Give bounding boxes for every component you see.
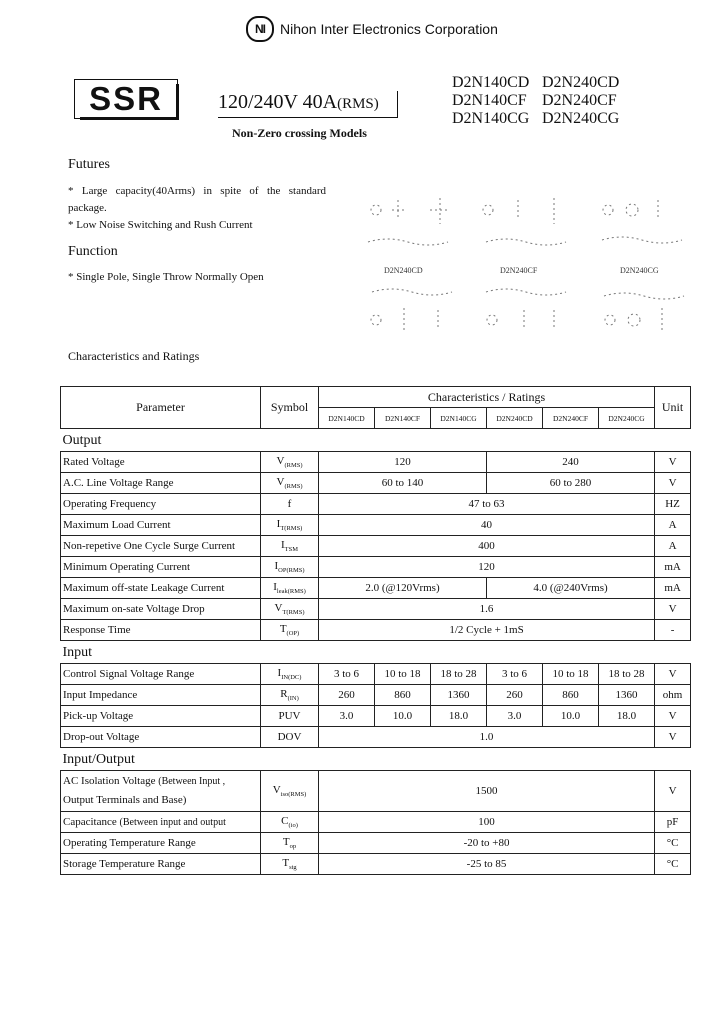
table-row (61, 620, 691, 641)
symbol-cell: $I_{TSM}$ (261, 536, 319, 557)
value-cell: 18.0 (599, 706, 655, 727)
header-model: D2N240CD (487, 408, 543, 429)
table-row (61, 578, 691, 599)
characteristics-title: Characteristics and Ratings (68, 349, 200, 363)
value-cell: 1360 (431, 685, 487, 706)
table-row (61, 685, 691, 706)
model-name: D2N240CF (542, 92, 617, 109)
unit-cell: - (655, 620, 691, 641)
param-cell: Input Impedance (61, 685, 261, 706)
value-cell: 3.0 (319, 706, 375, 727)
table-row (61, 833, 691, 854)
value-cell: 1.0 (319, 727, 655, 748)
section-title: Input (61, 641, 691, 664)
table-row (61, 473, 691, 494)
header-model: D2N240CF (543, 408, 599, 429)
value-cell: 10.0 (375, 706, 431, 727)
model-name: D2N140CD (452, 74, 530, 91)
symbol-cell: $C_{(io)}$ (261, 812, 319, 833)
value-cell: 2.0 (@120Vrms) (319, 578, 487, 599)
function-title: Function (68, 244, 118, 259)
value-cell: 1360 (599, 685, 655, 706)
header-model: D2N240CG (599, 408, 655, 429)
value-cell: 860 (375, 685, 431, 706)
value-cell: 1500 (319, 771, 655, 812)
diagram-label: D2N240CF (500, 266, 538, 275)
symbol-cell: $V_{(RMS)}$ (261, 452, 319, 473)
symbol-cell: $R_{(IN)}$ (261, 685, 319, 706)
unit-cell: °C (655, 833, 691, 854)
symbol-cell: $I_{IN(DC)}$ (261, 664, 319, 685)
param-cell: Non-repetive One Cycle Surge Current (61, 536, 261, 557)
value-cell: 4.0 (@240Vrms) (487, 578, 655, 599)
value-cell: 1.6 (319, 599, 655, 620)
param-cell: Operating Temperature Range (61, 833, 261, 854)
value-cell: 10 to 18 (375, 664, 431, 685)
rating-divider (397, 91, 398, 117)
section-input (61, 641, 691, 664)
unit-cell: V (655, 771, 691, 812)
param-cell: Maximum Load Current (61, 515, 261, 536)
value-cell: 240 (487, 452, 655, 473)
param-cell: A.C. Line Voltage Range (61, 473, 261, 494)
value-cell: 10.0 (543, 706, 599, 727)
unit-cell: V (655, 727, 691, 748)
table-row (61, 494, 691, 515)
value-cell: -20 to +80 (319, 833, 655, 854)
value-cell: 3 to 6 (487, 664, 543, 685)
value-cell: 260 (487, 685, 543, 706)
rating (218, 91, 379, 114)
param-cell: Pick-up Voltage (61, 706, 261, 727)
table-row (61, 664, 691, 685)
value-cell: 60 to 140 (319, 473, 487, 494)
value-cell: 260 (319, 685, 375, 706)
diagram-label: D2N240CG (620, 266, 659, 275)
value-cell: 3.0 (487, 706, 543, 727)
unit-cell: V (655, 473, 691, 494)
table-row (61, 812, 691, 833)
circuit-diagrams (358, 192, 688, 342)
value-cell: -25 to 85 (319, 854, 655, 875)
model-name: D2N240CD (542, 74, 620, 91)
unit-cell: V (655, 452, 691, 473)
ssr-box-shadow (80, 117, 178, 120)
section-title: Input/Output (61, 748, 691, 771)
value-cell: 1/2 Cycle + 1mS (319, 620, 655, 641)
header-symbol: Symbol (261, 387, 319, 429)
subtitle: Non-Zero crossing Models (232, 126, 367, 140)
value-cell: 120 (319, 557, 655, 578)
model-list (452, 74, 620, 128)
param-cell: Operating Frequency (61, 494, 261, 515)
unit-cell: A (655, 536, 691, 557)
unit-cell: A (655, 515, 691, 536)
section-output (61, 429, 691, 452)
value-cell: 60 to 280 (487, 473, 655, 494)
value-cell: 860 (543, 685, 599, 706)
diagram-label: D2N240CD (384, 266, 423, 275)
param-cell: Drop-out Voltage (61, 727, 261, 748)
table-row (61, 706, 691, 727)
model-name: D2N140CG (452, 110, 530, 127)
ssr-label-box (74, 79, 178, 119)
value-cell: 10 to 18 (543, 664, 599, 685)
table-row (61, 727, 691, 748)
section-title: Output (61, 429, 691, 452)
value-cell: 400 (319, 536, 655, 557)
symbol-cell: $V_{T(RMS)}$ (261, 599, 319, 620)
table-header-row (61, 387, 691, 408)
header-model: D2N140CF (375, 408, 431, 429)
value-cell: 40 (319, 515, 655, 536)
value-cell: 120 (319, 452, 487, 473)
value-cell: 100 (319, 812, 655, 833)
unit-cell: V (655, 706, 691, 727)
company-logo: NI (246, 16, 274, 42)
symbol-cell: PUV (261, 706, 319, 727)
header-model: D2N140CG (431, 408, 487, 429)
rating-unit: (RMS) (337, 96, 379, 112)
table-row (61, 557, 691, 578)
header-model: D2N140CD (319, 408, 375, 429)
table-row (61, 771, 691, 812)
header-unit: Unit (655, 387, 691, 429)
symbol-cell: $T_{stg}$ (261, 854, 319, 875)
value-cell: 47 to 63 (319, 494, 655, 515)
features-title: Futures (68, 157, 110, 172)
symbol-cell: $T_{op}$ (261, 833, 319, 854)
symbol-cell: $I_{leak(RMS)}$ (261, 578, 319, 599)
model-name: D2N140CF (452, 92, 527, 109)
symbol-cell: $T_{(OP)}$ (261, 620, 319, 641)
section-io (61, 748, 691, 771)
unit-cell: ohm (655, 685, 691, 706)
param-cell: Response Time (61, 620, 261, 641)
param-cell: Storage Temperature Range (61, 854, 261, 875)
symbol-cell: DOV (261, 727, 319, 748)
param-cell: Rated Voltage (61, 452, 261, 473)
symbol-cell: $I_{T(RMS)}$ (261, 515, 319, 536)
unit-cell: pF (655, 812, 691, 833)
header-parameter: Parameter (61, 387, 261, 429)
features-list (68, 183, 326, 234)
rating-underline (218, 117, 398, 118)
ssr-label: SSR (89, 80, 163, 117)
symbol-cell: $V_{(RMS)}$ (261, 473, 319, 494)
value-cell: 18 to 28 (431, 664, 487, 685)
ssr-box-shadow-side (176, 84, 179, 120)
param-cell: Maximum off-state Leakage Current (61, 578, 261, 599)
unit-cell: V (655, 664, 691, 685)
param-cell: AC Isolation Voltage (Between Input , Output Terminals and Base) (61, 771, 261, 812)
spec-table (60, 386, 691, 875)
unit-cell: HZ (655, 494, 691, 515)
company-name: Nihon Inter Electronics Corporation (280, 21, 498, 37)
table-row (61, 452, 691, 473)
symbol-cell: $V_{iso(RMS)}$ (261, 771, 319, 812)
model-name: D2N240CG (542, 110, 620, 127)
header-ratings: Characteristics / Ratings (319, 387, 655, 408)
function-list (68, 269, 264, 286)
feature-item: * Large capacity(40Arms) in spite of the standard package. (68, 185, 326, 214)
param-cell: Minimum Operating Current (61, 557, 261, 578)
value-cell: 18.0 (431, 706, 487, 727)
table-row (61, 515, 691, 536)
table-row (61, 854, 691, 875)
unit-cell: V (655, 599, 691, 620)
function-item: * Single Pole, Single Throw Normally Open (68, 271, 264, 283)
header (246, 16, 498, 42)
value-cell: 18 to 28 (599, 664, 655, 685)
param-cell: Control Signal Voltage Range (61, 664, 261, 685)
param-cell: Capacitance (Between input and output (61, 812, 261, 833)
unit-cell: mA (655, 578, 691, 599)
unit-cell: °C (655, 854, 691, 875)
symbol-cell: $I_{OP(RMS)}$ (261, 557, 319, 578)
unit-cell: mA (655, 557, 691, 578)
symbol-cell: f (261, 494, 319, 515)
param-cell: Maximum on-sate Voltage Drop (61, 599, 261, 620)
rating-main: 120/240V 40A (218, 91, 338, 113)
table-row (61, 599, 691, 620)
value-cell: 3 to 6 (319, 664, 375, 685)
feature-item: * Low Noise Switching and Rush Current (68, 219, 253, 231)
table-row (61, 536, 691, 557)
